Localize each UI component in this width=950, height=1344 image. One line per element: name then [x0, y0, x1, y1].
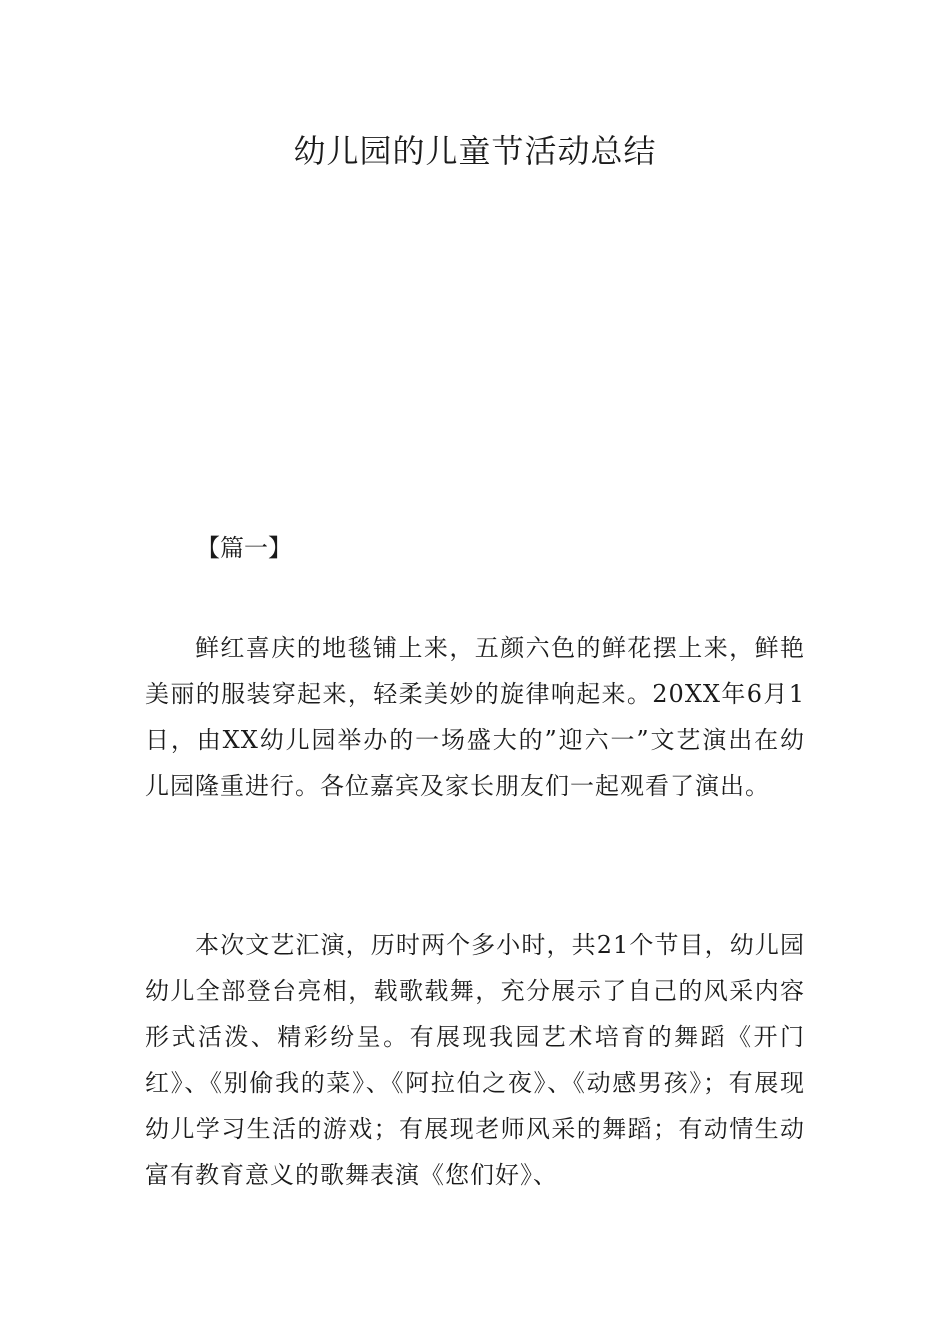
section-label: 【篇一】	[196, 534, 292, 562]
body-paragraph-1: 鲜红喜庆的地毯铺上来，五颜六色的鲜花摆上来，鲜艳美丽的服装穿起来，轻柔美妙的旋律响起来。20XX年6月1日，由XX幼儿园举办的一场盛大的”迎六一”文艺演出在幼儿园隆重进行。各位嘉宾及家长朋友们一起观看了演出。	[145, 634, 805, 800]
document-title: 幼儿园的儿童节活动总结	[293, 132, 657, 170]
body-paragraph-2: 本次文艺汇演，历时两个多小时，共21个节目，幼儿园幼儿全部登台亮相，载歌载舞，充分展示了自己的风采内容形式活泼、精彩纷呈。有展现我园艺术培育的舞蹈《开门红》、《别偷我的菜》、《阿拉伯之夜》、《动感男孩》；有展现幼儿学习生活的游戏；有展现老师风采的舞蹈；有动情生动富有教育意义的歌舞表演《您们好》、	[145, 931, 805, 1189]
